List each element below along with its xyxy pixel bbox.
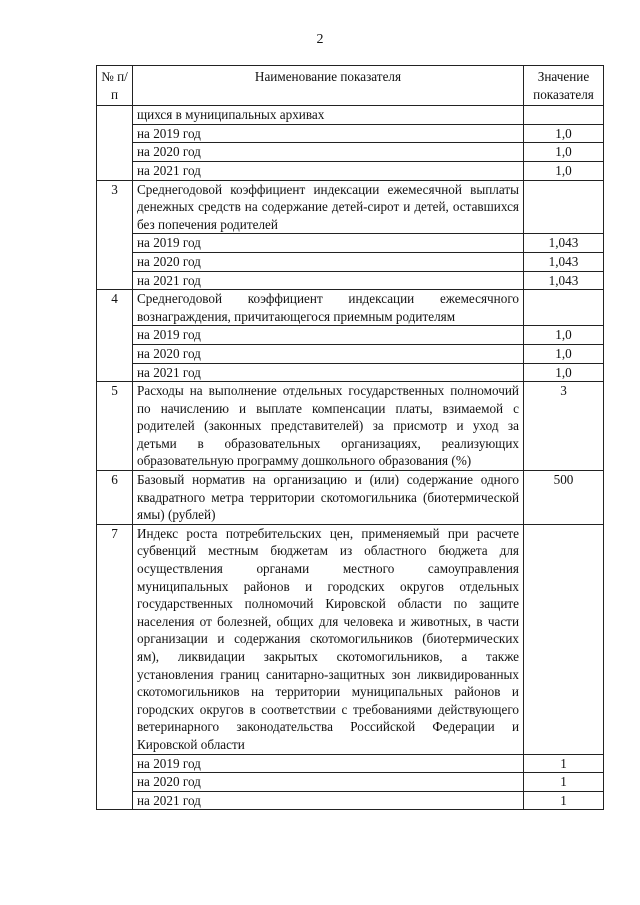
table-body bbox=[97, 106, 604, 810]
table-row bbox=[97, 180, 604, 234]
indicator-name: Индекс роста потребительских цен, применяемый при расчете субвенций местным бюджетам из областного бюджета для осуществления органами местного самоуправления муниципальных районов и городских округов отдельных государственных полномочий Кировской области по защите населения от болезней, общих для человека и животных, в части организации и содержания скотомогильников (биотермических ям), ликвидации закрытых скотомогильников, а также установления границ санитарно-защитных зон ликвидированных скотомогильников на территории муниципальных районов и городских округов в соответствии с требованиями действующего ветеринарного законодательства Российской Федерации и Кировской области bbox=[133, 524, 524, 754]
num-cell bbox=[97, 106, 133, 180]
year-value: 1,0 bbox=[524, 326, 604, 345]
year-label: на 2021 год bbox=[133, 791, 524, 810]
page-number: 2 bbox=[316, 32, 324, 47]
year-row bbox=[97, 791, 604, 810]
indicator-value bbox=[524, 524, 604, 754]
table-row bbox=[97, 382, 604, 471]
year-value: 1,0 bbox=[524, 124, 604, 143]
year-row bbox=[97, 234, 604, 253]
header-value: Значение показателя bbox=[524, 66, 604, 106]
indicators-table bbox=[96, 65, 604, 810]
indicator-name: Расходы на выполнение отдельных государственных полномочий по начислению и выплате компенсации платы, взимаемой с родителей (законных представителей) за присмотр и уход за детьми в образовательных организациях, реализующих образовательную программу дошкольного образования (%) bbox=[133, 382, 524, 471]
header-name: Наименование показателя bbox=[133, 66, 524, 106]
indicator-name: Среднегодовой коэффициент индексации ежемесячной выплаты денежных средств на содержание детей-сирот и детей, оставшихся без попечения родителей bbox=[133, 180, 524, 234]
year-value: 1,043 bbox=[524, 271, 604, 290]
indicator-value bbox=[524, 290, 604, 326]
table-row bbox=[97, 524, 604, 754]
year-row bbox=[97, 754, 604, 773]
year-label: на 2019 год bbox=[133, 234, 524, 253]
table-row bbox=[97, 471, 604, 525]
year-label: на 2020 год bbox=[133, 344, 524, 363]
year-row bbox=[97, 124, 604, 143]
indicator-value: 3 bbox=[524, 382, 604, 471]
year-value: 1,0 bbox=[524, 161, 604, 180]
year-row bbox=[97, 344, 604, 363]
table-row bbox=[97, 106, 604, 125]
year-label: на 2020 год bbox=[133, 773, 524, 792]
year-value: 1 bbox=[524, 773, 604, 792]
year-label: на 2021 год bbox=[133, 363, 524, 382]
year-value: 1,043 bbox=[524, 252, 604, 271]
year-label: на 2019 год bbox=[133, 124, 524, 143]
table-row bbox=[97, 290, 604, 326]
row-number: 3 bbox=[97, 180, 133, 290]
row-number: 7 bbox=[97, 524, 133, 810]
indicator-value: 500 bbox=[524, 471, 604, 525]
year-label: на 2021 год bbox=[133, 161, 524, 180]
year-label: на 2021 год bbox=[133, 271, 524, 290]
continuation-text: щихся в муниципальных архивах bbox=[133, 106, 524, 125]
year-row bbox=[97, 161, 604, 180]
row-number: 5 bbox=[97, 382, 133, 471]
indicator-name: Среднегодовой коэффициент индексации ежемесячного вознаграждения, причитающегося приемным родителям bbox=[133, 290, 524, 326]
year-value: 1 bbox=[524, 754, 604, 773]
year-row bbox=[97, 773, 604, 792]
year-value: 1,0 bbox=[524, 344, 604, 363]
table-header-row bbox=[97, 66, 604, 106]
year-row bbox=[97, 252, 604, 271]
indicator-value bbox=[524, 180, 604, 234]
year-row bbox=[97, 271, 604, 290]
year-row bbox=[97, 143, 604, 162]
year-label: на 2020 год bbox=[133, 252, 524, 271]
year-row bbox=[97, 363, 604, 382]
row-number: 4 bbox=[97, 290, 133, 382]
year-value: 1,0 bbox=[524, 143, 604, 162]
value-cell bbox=[524, 106, 604, 125]
year-row bbox=[97, 326, 604, 345]
year-label: на 2019 год bbox=[133, 754, 524, 773]
year-value: 1,0 bbox=[524, 363, 604, 382]
row-number: 6 bbox=[97, 471, 133, 525]
year-label: на 2020 год bbox=[133, 143, 524, 162]
header-num: № п/п bbox=[97, 66, 133, 106]
year-value: 1 bbox=[524, 791, 604, 810]
year-value: 1,043 bbox=[524, 234, 604, 253]
indicator-name: Базовый норматив на организацию и (или) содержание одного квадратного метра территории скотомогильника (биотермической ямы) (рублей) bbox=[133, 471, 524, 525]
year-label: на 2019 год bbox=[133, 326, 524, 345]
